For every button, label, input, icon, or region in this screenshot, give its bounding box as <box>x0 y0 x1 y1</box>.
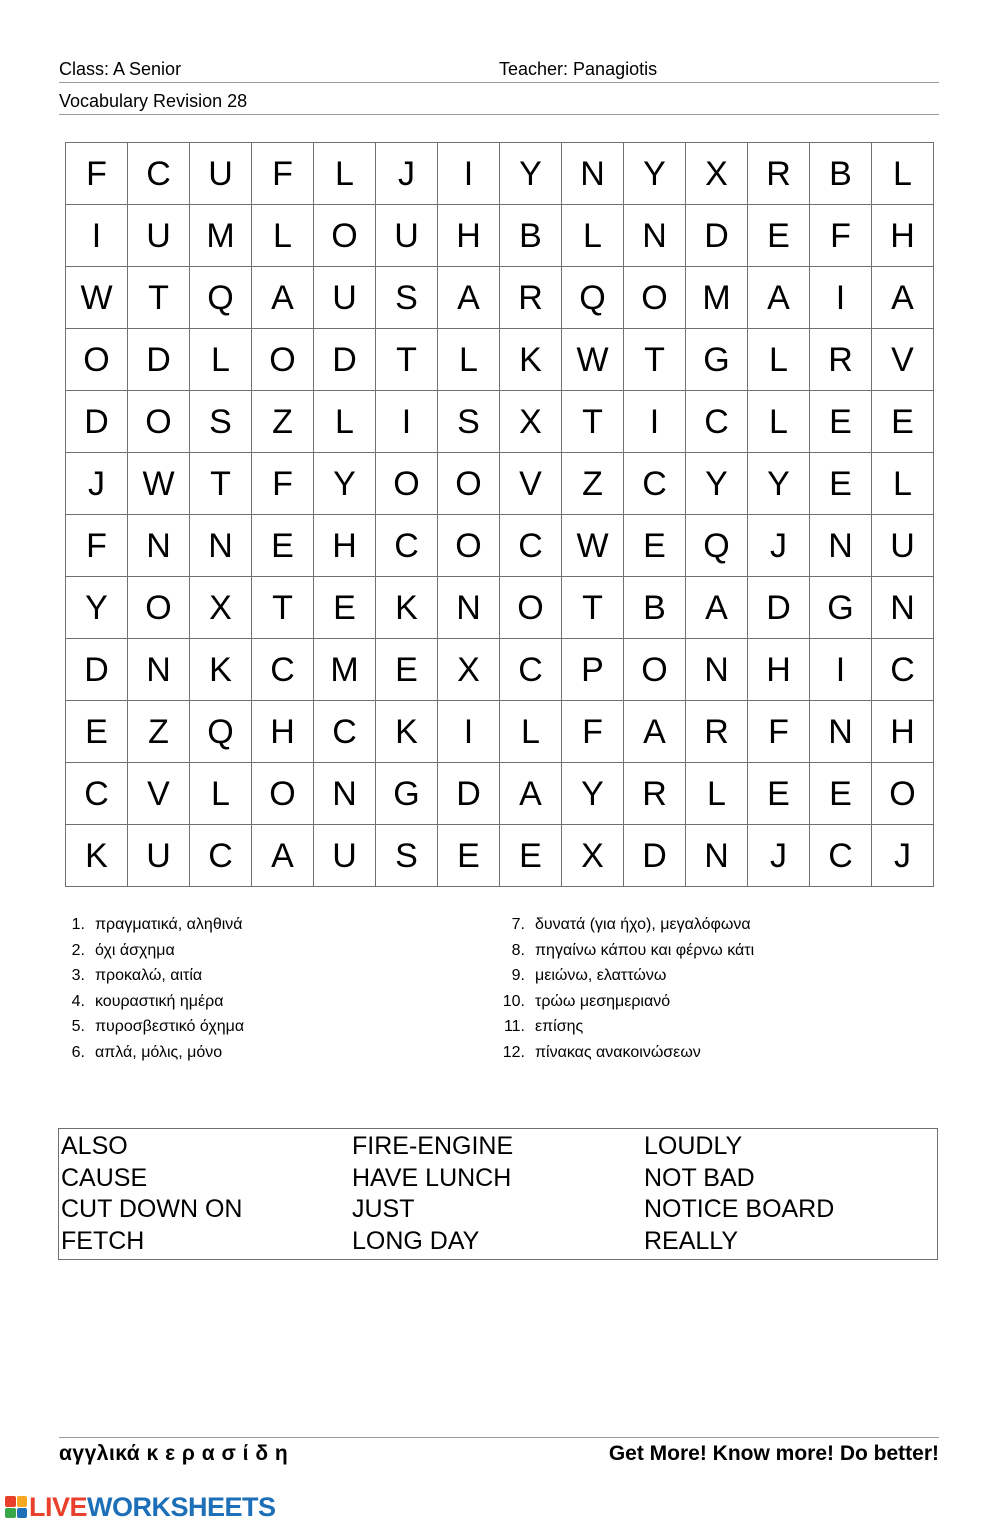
grid-cell[interactable]: N <box>810 515 872 577</box>
grid-cell[interactable]: R <box>624 763 686 825</box>
grid-cell[interactable]: N <box>128 515 190 577</box>
grid-cell[interactable]: E <box>66 701 128 763</box>
grid-cell[interactable]: L <box>686 763 748 825</box>
grid-cell[interactable]: H <box>314 515 376 577</box>
word-bank-item: NOT BAD <box>644 1163 755 1192</box>
grid-cell[interactable]: J <box>376 143 438 205</box>
grid-cell[interactable]: D <box>438 763 500 825</box>
grid-cell[interactable]: N <box>872 577 934 639</box>
grid-cell[interactable]: M <box>190 205 252 267</box>
grid-cell[interactable]: O <box>128 577 190 639</box>
clue-text: πηγαίνω κάπου και φέρνω κάτι <box>535 941 755 959</box>
grid-cell[interactable]: E <box>810 391 872 453</box>
grid-cell[interactable]: J <box>748 825 810 887</box>
word-bank <box>58 1128 938 1260</box>
grid-cell[interactable]: S <box>190 391 252 453</box>
clue-text: επίσης <box>535 1018 584 1036</box>
clue-text: όχι άσχημα <box>95 941 175 959</box>
grid-cell[interactable]: E <box>810 763 872 825</box>
grid-cell[interactable]: I <box>810 267 872 329</box>
grid-cell[interactable]: I <box>810 639 872 701</box>
grid-cell[interactable]: A <box>872 267 934 329</box>
grid-cell[interactable]: J <box>66 453 128 515</box>
grid-cell[interactable]: G <box>686 329 748 391</box>
grid-cell[interactable]: C <box>624 453 686 515</box>
grid-cell[interactable]: Q <box>686 515 748 577</box>
grid-cell[interactable]: A <box>252 825 314 887</box>
grid-cell[interactable]: D <box>66 639 128 701</box>
grid-cell[interactable]: I <box>438 143 500 205</box>
clue-item <box>60 1040 244 1066</box>
clue-number: 12. <box>502 1043 525 1061</box>
grid-cell[interactable]: O <box>128 391 190 453</box>
grid-cell[interactable]: L <box>748 391 810 453</box>
header-row-1 <box>59 56 939 83</box>
clue-text: μειώνω, ελαττώνω <box>535 967 667 985</box>
word-bank-item: ALSO <box>61 1132 128 1160</box>
clue-text: προκαλώ, αιτία <box>95 967 203 985</box>
grid-cell[interactable]: E <box>872 391 934 453</box>
grid-cell[interactable]: G <box>810 577 872 639</box>
grid-cell[interactable]: W <box>66 267 128 329</box>
clue-number: 3. <box>71 967 85 985</box>
clue-item <box>60 989 244 1015</box>
clue-number: 8. <box>511 941 525 959</box>
grid-cell[interactable]: B <box>624 577 686 639</box>
grid-row <box>66 763 934 825</box>
word-bank-item: CUT DOWN ON <box>61 1195 243 1224</box>
grid-cell[interactable]: R <box>748 143 810 205</box>
clue-number: 6. <box>71 1043 85 1061</box>
clue-item <box>500 912 754 938</box>
clue-number: 10. <box>502 992 525 1010</box>
grid-cell[interactable]: E <box>314 577 376 639</box>
grid-row <box>66 639 934 701</box>
grid-cell[interactable]: Y <box>500 143 562 205</box>
clue-number: 9. <box>511 967 525 985</box>
grid-cell[interactable]: Z <box>252 391 314 453</box>
grid-cell[interactable]: N <box>314 763 376 825</box>
grid-cell[interactable]: E <box>252 515 314 577</box>
grid-cell[interactable]: Y <box>624 143 686 205</box>
clue-item <box>60 938 244 964</box>
grid-cell[interactable]: U <box>128 205 190 267</box>
grid-cell[interactable]: A <box>252 267 314 329</box>
clue-text: τρώω μεσημεριανό <box>535 992 671 1010</box>
clue-item <box>500 1014 754 1040</box>
grid-cell[interactable]: C <box>686 391 748 453</box>
grid-cell[interactable]: N <box>810 701 872 763</box>
grid-cell[interactable]: H <box>872 205 934 267</box>
grid-cell[interactable]: J <box>872 825 934 887</box>
grid-cell[interactable]: F <box>252 143 314 205</box>
clue-item <box>500 938 754 964</box>
grid-cell[interactable]: U <box>376 205 438 267</box>
grid-cell[interactable]: F <box>748 701 810 763</box>
clue-item <box>60 963 244 989</box>
clue-item <box>500 989 754 1015</box>
grid-cell[interactable]: C <box>66 763 128 825</box>
grid-cell[interactable]: U <box>314 267 376 329</box>
grid-cell[interactable]: B <box>810 143 872 205</box>
grid-cell[interactable]: V <box>872 329 934 391</box>
grid-cell[interactable]: Y <box>686 453 748 515</box>
grid-cell[interactable]: F <box>810 205 872 267</box>
grid-cell[interactable]: F <box>66 515 128 577</box>
grid-cell[interactable]: D <box>128 329 190 391</box>
grid-cell[interactable]: Y <box>748 453 810 515</box>
grid-cell[interactable]: R <box>686 701 748 763</box>
grid-cell[interactable]: X <box>500 391 562 453</box>
grid-cell[interactable]: L <box>314 143 376 205</box>
grid-cell[interactable]: N <box>624 205 686 267</box>
grid-cell[interactable]: N <box>128 639 190 701</box>
grid-cell[interactable]: N <box>562 143 624 205</box>
grid-cell[interactable]: E <box>748 763 810 825</box>
grid-cell[interactable]: T <box>624 329 686 391</box>
grid-cell[interactable]: L <box>190 329 252 391</box>
clue-list-left <box>60 912 244 1066</box>
grid-cell[interactable]: N <box>686 639 748 701</box>
grid-cell[interactable]: H <box>438 205 500 267</box>
grid-cell[interactable]: E <box>438 825 500 887</box>
grid-cell[interactable]: U <box>190 143 252 205</box>
grid-cell[interactable]: L <box>190 763 252 825</box>
grid-row <box>66 267 934 329</box>
word-bank-item: CAUSE <box>61 1163 148 1192</box>
clue-text: πυροσβεστικό όχημα <box>95 1018 245 1036</box>
clue-number: 5. <box>71 1018 85 1036</box>
grid-cell[interactable]: X <box>190 577 252 639</box>
grid-row <box>66 391 934 453</box>
grid-cell[interactable]: K <box>190 639 252 701</box>
grid-cell[interactable]: U <box>314 825 376 887</box>
grid-cell[interactable]: E <box>500 825 562 887</box>
clue-number: 2. <box>71 941 85 959</box>
class-label: Class: A Senior <box>59 59 182 79</box>
grid-cell[interactable]: H <box>872 701 934 763</box>
clue-number: 11. <box>503 1018 525 1036</box>
grid-cell[interactable]: U <box>872 515 934 577</box>
grid-cell[interactable]: Z <box>562 453 624 515</box>
grid-cell[interactable]: K <box>376 577 438 639</box>
grid-cell[interactable]: L <box>438 329 500 391</box>
grid-cell[interactable]: E <box>810 453 872 515</box>
clue-text: δυνατά (για ήχο), μεγαλόφωνα <box>535 916 751 933</box>
grid-cell[interactable]: V <box>500 453 562 515</box>
grid-cell[interactable]: W <box>562 329 624 391</box>
word-bank-item: JUST <box>352 1195 415 1224</box>
grid-cell[interactable]: P <box>562 639 624 701</box>
grid-cell[interactable]: E <box>748 205 810 267</box>
grid-cell[interactable]: M <box>314 639 376 701</box>
grid-cell[interactable]: N <box>686 825 748 887</box>
grid-cell[interactable]: C <box>252 639 314 701</box>
grid-cell[interactable]: T <box>562 391 624 453</box>
grid-cell[interactable]: T <box>128 267 190 329</box>
clue-text: πραγματικά, αληθινά <box>95 916 243 933</box>
grid-row <box>66 515 934 577</box>
word-bank-item: HAVE LUNCH <box>352 1163 512 1192</box>
grid-row <box>66 143 934 205</box>
clue-number: 4. <box>71 992 85 1010</box>
word-search-grid <box>65 142 934 887</box>
clue-text: κουραστική ημέρα <box>95 992 224 1010</box>
grid-cell[interactable]: E <box>376 639 438 701</box>
liveworksheets-logo-icon <box>5 1496 27 1518</box>
word-bank-item: LONG DAY <box>352 1226 480 1255</box>
grid-cell[interactable]: O <box>438 515 500 577</box>
grid-cell[interactable]: O <box>624 639 686 701</box>
grid-cell[interactable]: A <box>500 763 562 825</box>
grid-cell[interactable]: D <box>314 329 376 391</box>
grid-cell[interactable]: C <box>500 515 562 577</box>
grid-cell[interactable]: T <box>376 329 438 391</box>
footer-divider <box>59 1437 939 1438</box>
footer-author: αγγλικά κ ε ρ α σ ί δ η <box>59 1442 289 1465</box>
grid-cell[interactable]: L <box>872 143 934 205</box>
word-bank-column <box>352 1131 513 1257</box>
clue-item <box>500 1040 754 1066</box>
grid-cell[interactable]: Z <box>128 701 190 763</box>
grid-cell[interactable]: Q <box>190 267 252 329</box>
grid-cell[interactable]: L <box>314 391 376 453</box>
grid-cell[interactable]: Y <box>562 763 624 825</box>
clue-number: 1. <box>71 916 85 933</box>
grid-cell[interactable]: A <box>624 701 686 763</box>
clue-text: απλά, μόλις, μόνο <box>95 1043 223 1061</box>
clue-text: πίνακας ανακοινώσεων <box>535 1043 701 1061</box>
clue-item <box>500 963 754 989</box>
grid-cell[interactable]: H <box>252 701 314 763</box>
grid-cell[interactable]: I <box>438 701 500 763</box>
grid-cell[interactable]: N <box>190 515 252 577</box>
grid-cell[interactable]: Q <box>562 267 624 329</box>
word-bank-item: FIRE-ENGINE <box>352 1132 514 1160</box>
grid-cell[interactable]: F <box>66 143 128 205</box>
grid-cell[interactable]: S <box>376 267 438 329</box>
grid-cell[interactable]: Y <box>314 453 376 515</box>
grid-cell[interactable]: R <box>810 329 872 391</box>
grid-cell[interactable]: F <box>252 453 314 515</box>
grid-cell[interactable]: W <box>128 453 190 515</box>
grid-cell[interactable]: O <box>624 267 686 329</box>
grid-cell[interactable]: C <box>314 701 376 763</box>
header-row-2 <box>59 87 939 115</box>
word-bank-column <box>61 1131 242 1257</box>
grid-cell[interactable]: H <box>748 639 810 701</box>
grid-cell[interactable]: D <box>624 825 686 887</box>
grid-cell[interactable]: L <box>252 205 314 267</box>
liveworksheets-logo-text: LIVEWORKSHEETS <box>29 1491 276 1522</box>
grid-cell[interactable]: K <box>500 329 562 391</box>
grid-cell[interactable]: L <box>562 205 624 267</box>
grid-cell[interactable]: O <box>314 205 376 267</box>
grid-cell[interactable]: O <box>500 577 562 639</box>
grid-cell[interactable]: X <box>562 825 624 887</box>
grid-cell[interactable]: D <box>686 205 748 267</box>
grid-cell[interactable]: O <box>376 453 438 515</box>
grid-cell[interactable]: O <box>252 329 314 391</box>
grid-cell[interactable]: W <box>562 515 624 577</box>
word-bank-item: FETCH <box>61 1226 145 1255</box>
grid-cell[interactable]: C <box>872 639 934 701</box>
grid-cell[interactable]: Y <box>66 577 128 639</box>
grid-cell[interactable]: L <box>500 701 562 763</box>
grid-cell[interactable]: G <box>376 763 438 825</box>
footer-slogan: Get More! Know more! Do better! <box>608 1442 939 1465</box>
grid-cell[interactable]: E <box>624 515 686 577</box>
grid-row <box>66 825 934 887</box>
grid-cell[interactable]: X <box>438 639 500 701</box>
word-bank-item: REALLY <box>644 1226 739 1255</box>
grid-cell[interactable]: S <box>438 391 500 453</box>
word-bank-item: NOTICE BOARD <box>644 1195 835 1224</box>
grid-cell[interactable]: T <box>562 577 624 639</box>
grid-cell[interactable]: C <box>376 515 438 577</box>
grid-cell[interactable]: D <box>748 577 810 639</box>
grid-cell[interactable]: A <box>438 267 500 329</box>
liveworksheets-logo[interactable] <box>5 1490 276 1524</box>
grid-cell[interactable]: D <box>66 391 128 453</box>
grid-cell[interactable]: O <box>872 763 934 825</box>
page-title: Vocabulary Revision 28 <box>59 91 248 111</box>
grid-cell[interactable]: C <box>810 825 872 887</box>
grid-cell[interactable]: O <box>438 453 500 515</box>
grid-cell[interactable]: A <box>686 577 748 639</box>
grid-row <box>66 205 934 267</box>
grid-cell[interactable]: I <box>376 391 438 453</box>
grid-cell[interactable]: C <box>128 143 190 205</box>
grid-cell[interactable]: M <box>686 267 748 329</box>
clue-number: 7. <box>511 916 525 933</box>
grid-cell[interactable]: J <box>748 515 810 577</box>
grid-cell[interactable]: I <box>66 205 128 267</box>
grid-cell[interactable]: Q <box>190 701 252 763</box>
grid-cell[interactable]: A <box>748 267 810 329</box>
clue-list-right <box>500 912 754 1066</box>
grid-cell[interactable]: K <box>66 825 128 887</box>
grid-cell[interactable]: O <box>252 763 314 825</box>
grid-cell[interactable]: L <box>748 329 810 391</box>
grid-cell[interactable]: T <box>252 577 314 639</box>
grid-cell[interactable]: T <box>190 453 252 515</box>
grid-cell[interactable]: O <box>66 329 128 391</box>
grid-cell[interactable]: C <box>190 825 252 887</box>
grid-row <box>66 329 934 391</box>
grid-cell[interactable]: R <box>500 267 562 329</box>
grid-cell[interactable]: B <box>500 205 562 267</box>
clue-item <box>60 912 244 938</box>
grid-cell[interactable]: F <box>562 701 624 763</box>
grid-cell[interactable]: C <box>500 639 562 701</box>
grid-cell[interactable]: V <box>128 763 190 825</box>
grid-cell[interactable]: U <box>128 825 190 887</box>
teacher-label: Teacher: Panagiotis <box>499 59 658 79</box>
grid-cell[interactable]: I <box>624 391 686 453</box>
grid-cell[interactable]: K <box>376 701 438 763</box>
grid-cell[interactable]: S <box>376 825 438 887</box>
word-bank-column <box>644 1131 834 1257</box>
grid-row <box>66 453 934 515</box>
grid-cell[interactable]: N <box>438 577 500 639</box>
grid-row <box>66 701 934 763</box>
clue-item <box>60 1014 244 1040</box>
grid-cell[interactable]: L <box>872 453 934 515</box>
grid-cell[interactable]: X <box>686 143 748 205</box>
grid-row <box>66 577 934 639</box>
word-bank-item: LOUDLY <box>644 1132 743 1160</box>
